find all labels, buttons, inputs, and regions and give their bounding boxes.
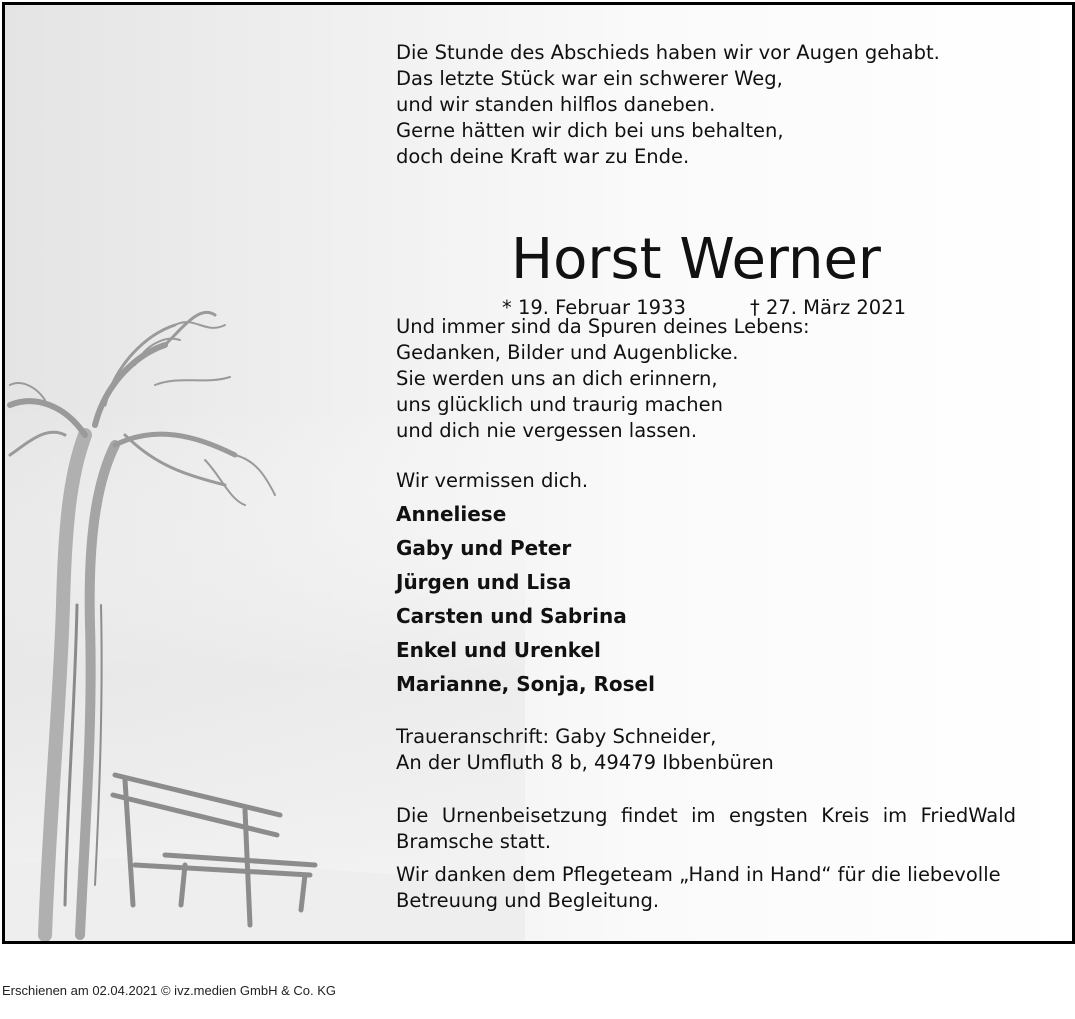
missing-text: Wir vermissen dich. — [396, 469, 589, 492]
poem-line: Sie werden uns an dich erinnern, — [396, 367, 718, 390]
birth-date: * 19. Februar 1933 — [502, 296, 686, 319]
poem-line: Gedanken, Bilder und Augenblicke. — [396, 341, 739, 364]
poem-line: Gerne hätten wir dich bei uns behalten, — [396, 119, 784, 142]
thanks-note: Wir danken dem Pflegeteam „Hand in Hand“ für die liebevolle Betreuung und Begleitung. — [396, 863, 1001, 912]
poem-line: und dich nie vergessen lassen. — [396, 419, 698, 442]
mourner-name: Carsten und Sabrina — [396, 604, 627, 628]
mourner-name: Jürgen und Lisa — [396, 570, 572, 594]
mourner-name: Gaby und Peter — [396, 536, 572, 560]
mourner-name: Enkel und Urenkel — [396, 638, 601, 662]
poem-line: uns glücklich und traurig machen — [396, 393, 724, 416]
mourners-list — [396, 497, 1016, 701]
poem-line: und wir standen hilflos daneben. — [396, 93, 716, 116]
deceased-name: Horst Werner — [511, 227, 881, 292]
address-line: An der Umfluth 8 b, 49479 Ibbenbüren — [396, 751, 774, 774]
mourner-name: Anneliese — [396, 502, 507, 526]
burial-note: Die Urnenbeisetzung findet im engsten Kreis im FriedWald Bramsche statt. — [396, 804, 1016, 853]
poem-line: doch deine Kraft war zu Ende. — [396, 145, 690, 168]
condolence-address — [396, 724, 1016, 776]
missing-line — [396, 468, 1016, 494]
poem-line: Und immer sind da Spuren deines Lebens: — [396, 315, 810, 338]
publication-footer: Erschienen am 02.04.2021 © ivz.medien GmbH & Co. KG — [2, 983, 337, 998]
poem-line: Das letzte Stück war ein schwerer Weg, — [396, 67, 783, 90]
poem-line: Die Stunde des Abschieds haben wir vor Augen gehabt. — [396, 41, 940, 64]
address-line: Traueranschrift: Gaby Schneider, — [396, 725, 717, 748]
memory-poem — [396, 314, 1016, 444]
death-date: † 27. März 2021 — [750, 296, 907, 319]
obituary-notice — [2, 2, 1075, 944]
opening-poem — [396, 40, 1016, 170]
mourner-name: Marianne, Sonja, Rosel — [396, 672, 655, 696]
